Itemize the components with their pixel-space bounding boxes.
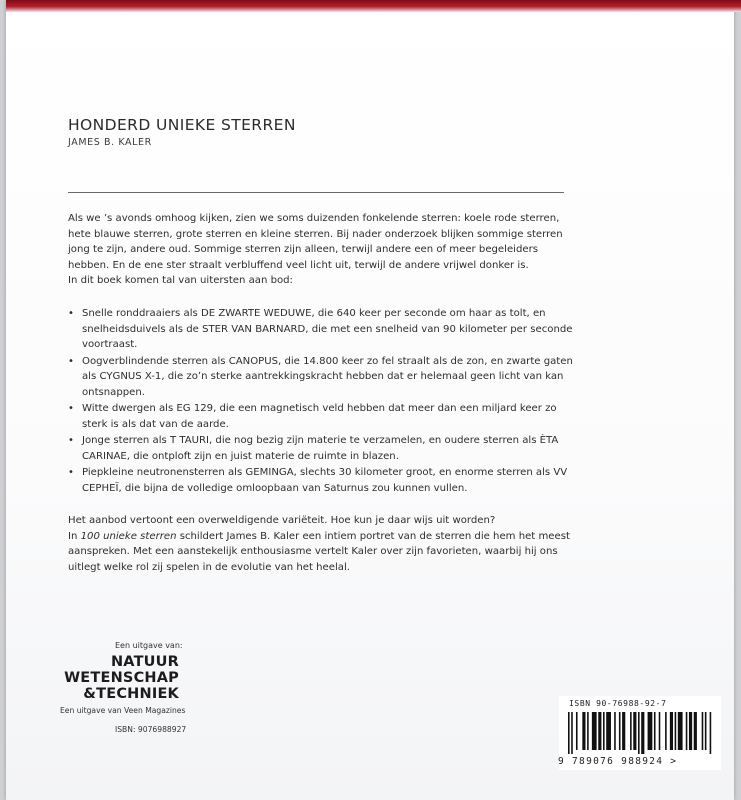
list-item: • Snelle ronddraaiers als DE ZWARTE WEDUWE, die 640 keer per seconde om haar as tolt, en snelheidsduivels als de STER VAN BARNARD, die met een snelheid van 90 kilometer per seconde voortraast. — [68, 306, 573, 353]
intro-text — [68, 211, 573, 289]
book-title-italic: 100 unieke sterren — [80, 530, 177, 542]
back-cover — [6, 0, 734, 800]
divider-rule — [68, 192, 564, 193]
barcode-isbn-label: ISBN 90-76988-92-7 — [569, 699, 667, 708]
outro-rest: schildert James B. Kaler een intiem portret van de sterren die hem het meest aanspreken. Met een aanstekelijk enthousiasme vertelt Kaler over zijn favorieten, waarbij hij ons uitlegt welke rol zij spelen in de evolutie van het heelal. — [68, 530, 570, 573]
list-item: • Jonge sterren als T TAURI, die nog bezig zijn materie te verzamelen, en oudere sterren als ÈTA CARINAE, die ontploft zijn en juist materie de ruimte in blazen. — [68, 433, 573, 464]
barcode-icon — [568, 712, 716, 754]
list-item: • Oogverblindende sterren als CANOPUS, die 14.800 keer zo fel straalt als de zon, en zwarte gaten als CYGNUS X-1, die zo’n sterke aantrekkingskracht hebben dat er helemaal geen licht van kan ontsnappen. — [68, 354, 573, 401]
publisher-logo — [56, 654, 179, 702]
outro-line: Het aanbod vertoont een overweldigende variëteit. Hoe kun je daar wijs uit worden? — [68, 515, 496, 526]
logo-line: &TECHNIEK — [83, 686, 179, 702]
publisher-lead: Een uitgave van: — [115, 641, 183, 650]
book-author: JAMES B. KALER — [68, 137, 152, 148]
logo-line: NATUUR — [110, 654, 179, 670]
list-item: • Piepkleine neutronensterren als GEMINGA, slechts 30 kilometer groot, en enorme sterren als VV CEPHEÏ, die bijna de volledige omloopbaan van Saturnus zou kunnen vullen. — [68, 465, 573, 496]
publisher-subtitle: Een uitgave van Veen Magazines — [60, 706, 186, 715]
outro-paragraph — [68, 529, 573, 576]
intro-lead-in: In dit boek komen tal van uitersten aan bod: — [68, 275, 293, 286]
logo-line: WETENSCHAP — [64, 670, 179, 686]
outro-text — [68, 513, 573, 575]
outro-prefix: In — [68, 530, 81, 542]
intro-paragraph: Als we ’s avonds omhoog kijken, zien we soms duizenden fonkelende sterren: koele rode sterren, hete blauwe sterren, grote sterren en kleine sterren. Bij nader onderzoek blijken sommige sterren jong te zijn, andere oud. Sommige sterren zijn alleen, terwijl andere een of meer begeleiders hebben. En de ene ster straalt verbluffend veel licht uit, terwijl de andere vrijwel donker is. — [68, 213, 563, 271]
highlights-list — [68, 306, 573, 497]
barcode-digits: 9 789076 988924 > — [558, 756, 678, 767]
book-title: HONDERD UNIEKE STERREN — [68, 116, 296, 134]
red-spine-edge — [6, 0, 741, 12]
list-item: • Witte dwergen als EG 129, die een magnetisch veld hebben dat meer dan een miljard keer zo sterk is als dat van de aarde. — [68, 401, 573, 432]
publisher-isbn: ISBN: 9076988927 — [115, 725, 187, 734]
